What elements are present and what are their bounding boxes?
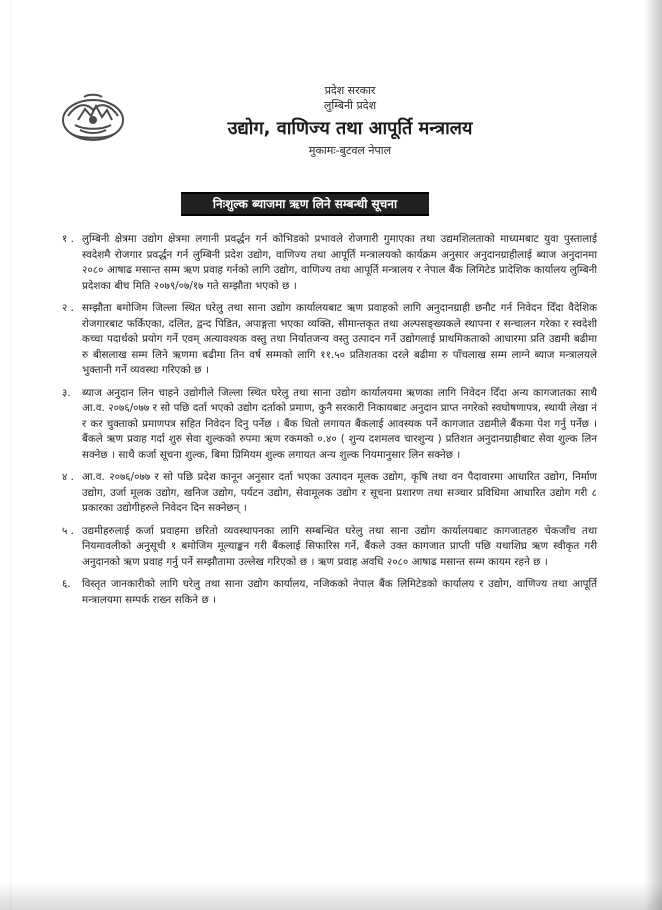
paragraph-number: ६.: [62, 578, 71, 590]
paragraph-number: ४ .: [62, 471, 74, 483]
ministry-title: उद्योग, वाणिज्य तथा आपूर्ति मन्त्रालय: [227, 118, 473, 140]
document-header: [140, 84, 560, 157]
notice-title-bar: [181, 192, 429, 216]
scan-bottom-shadow: [0, 882, 662, 910]
notice-content: [62, 232, 597, 615]
paragraph-3: [62, 386, 597, 464]
government-label: प्रदेश सरकार: [324, 84, 376, 97]
paragraph-text: ब्याज अनुदान लिन चाहने उद्योगीले जिल्ला स्थित घरेलु तथा साना उद्योग कार्यालयमा ऋणका लागि निवेदन दिँदा अन्य कागजातका साथै आ.व. २०७६/०७७ र सो पछि दर्ता भएको उद्योग दर्ताको प्रमाण, कुनै सरकारी निकायबाट अनुदान प्राप्त नगरेको स्वघोषणापत्र, स्थायी लेखा नं र कर चुक्ताको प्रमाणपत्र सहित निवेदन दिनु पर्नेछ । बैंक धितो लगायत बैंकलाई आवस्यक पर्ने कागजात उद्यमीले बैंकमा पेश गर्नु पर्नेछ । बैंकले ऋण प्रवाह गर्दा शुरु सेवा शुल्कको रुपमा ऋण रकमको ०.४० ( शुन्य दशमलव चारशुन्य ) प्रतिशत अनुदानग्राहीबाट सेवा शुल्क लिन सक्नेछ । साथै कर्जा सूचना शुल्क, बिमा प्रिमियम शुल्क लगायत अन्य शुल्क नियमानुसार लिन सक्नेछ ।: [82, 386, 597, 461]
paragraph-4: [62, 470, 597, 517]
paragraph-number: २ .: [62, 302, 74, 314]
government-emblem-icon: [60, 92, 126, 144]
page-left-edge: [10, 0, 12, 910]
paragraph-text: लुम्बिनी क्षेत्रमा उद्योग क्षेत्रमा लगानी प्रवर्द्धन गर्न कोभिडको प्रभावले रोजगारी गुमाएका तथा उद्यमशिलताको माध्यमबाट युवा पुस्तालाई स्वदेशमै रोजगार प्रवर्द्धन गर्न लुम्बिनी प्रदेश उद्योग, वाणिज्य तथा आपूर्ति मन्त्रालयको कार्यक्रम अनुसार अनुदानग्राहीलाई ब्याज अनुदानमा २०८० आषाढ मसान्त सम्म ऋण प्रवाह गर्नको लागि उद्योग, वाणिज्य तथा आपूर्ति मन्त्रालय र नेपाल बैंक लिमिटेड प्रादेशिक कार्यालय लुम्बिनी प्रदेशका बीच मिति २०७९/०७/१७ गते सम्झौता भएको छ ।: [82, 233, 597, 292]
paragraph-text: सम्झौता बमोजिम जिल्ला स्थित घरेलु तथा साना उद्योग कार्यालयबाट ऋण प्रवाहको लागि अनुदानग्राही छनौट गर्न निवेदन दिँदा वैदेशिक रोजगारबाट फर्किएका, दलित, द्वन्द पिडित, अपाङ्गता भएका व्यक्ति, सीमान्तकृत तथा अल्पसङ्ख्यकले स्थापना र सन्चालन गरेका र स्वदेशी कच्चा पदार्थको प्रयोग गर्ने एवम् अत्यावश्यक वस्तु तथा निर्यातजन्य वस्तु उत्पादन गर्ने उद्योगलाई प्राथमिकताको आधारमा प्रति उद्यमी बढीमा रु बीसलाख सम्म लिने ऋणमा बढीमा तिन वर्ष सम्मको लागि ११.५० प्रतिशतका दरले बढीमा रु पाँचलाख सम्म लाग्ने ब्याज मन्त्रालयले भुक्तानी गर्ने व्यवस्था गरिएको छ ।: [82, 302, 597, 376]
province-label: लुम्बिनी प्रदेश: [323, 99, 377, 113]
paragraph-5: [62, 524, 597, 571]
scan-right-shadow: [644, 0, 662, 910]
office-location: मुकामः-बुटवल नेपाल: [308, 143, 392, 157]
paragraph-number: ३.: [62, 386, 71, 399]
paragraph-2: [62, 301, 597, 379]
paragraph-number: १ .: [62, 233, 74, 245]
paragraph-text: विस्तृत जानकारीको लागि घरेलु तथा साना उद्योग कार्यालय, नजिकको नेपाल बैंक लिमिटेडको कार्यालय र उद्योग, वाणिज्य तथा आपूर्ति मन्त्रालयमा सम्पर्क राख्न सकिने छ ।: [82, 578, 597, 606]
paragraph-1: [62, 232, 597, 294]
paragraph-text: आ.व. २०७६/०७७ र सो पछि प्रदेश कानून अनुसार दर्ता भएका उत्पादन मूलक उद्योग, कृषि तथा वन पैदावारमा आधारित उद्योग, निर्माण उद्योग, उर्जा मूलक उद्योग, खनिज उद्योग, पर्यटन उद्योग, सेवामूलक उद्योग र सूचना प्रशारण तथा सञ्चार प्रविधिमा आधारित उद्योग गरी ८ प्रकारका उद्योगीहरुले निवेदन दिन सक्नेछन् ।: [82, 471, 597, 514]
paragraph-6: [62, 577, 597, 608]
paragraph-text: उद्यमीहरुलाई कर्जा प्रवाहमा छरितो व्यवस्थापनका लागि सम्बन्धित घरेलु तथा साना उद्योग कार्यालयबाट कागजातहरु चेकजाँच तथा नियमावलीको अनुसूची १ बमोजिम मूल्याङ्कन गरी बैंकलाई सिफारिस गर्ने, बैंकले उक्त कागजात प्राप्ती पछि यथाशिघ्र ऋण स्वीकृत गरी अनुदानको ऋण प्रवाह गर्नु पर्ने सम्झौतामा उल्लेख गरिएको छ । ऋण प्रवाह अवधि २०८० आषाढ मसान्त सम्म कायम रहने छ ।: [82, 524, 597, 568]
notice-title: निःशुल्क ब्याजमा ऋण लिने सम्बन्धी सूचना: [212, 197, 398, 211]
paragraph-number: ५ .: [62, 524, 74, 537]
